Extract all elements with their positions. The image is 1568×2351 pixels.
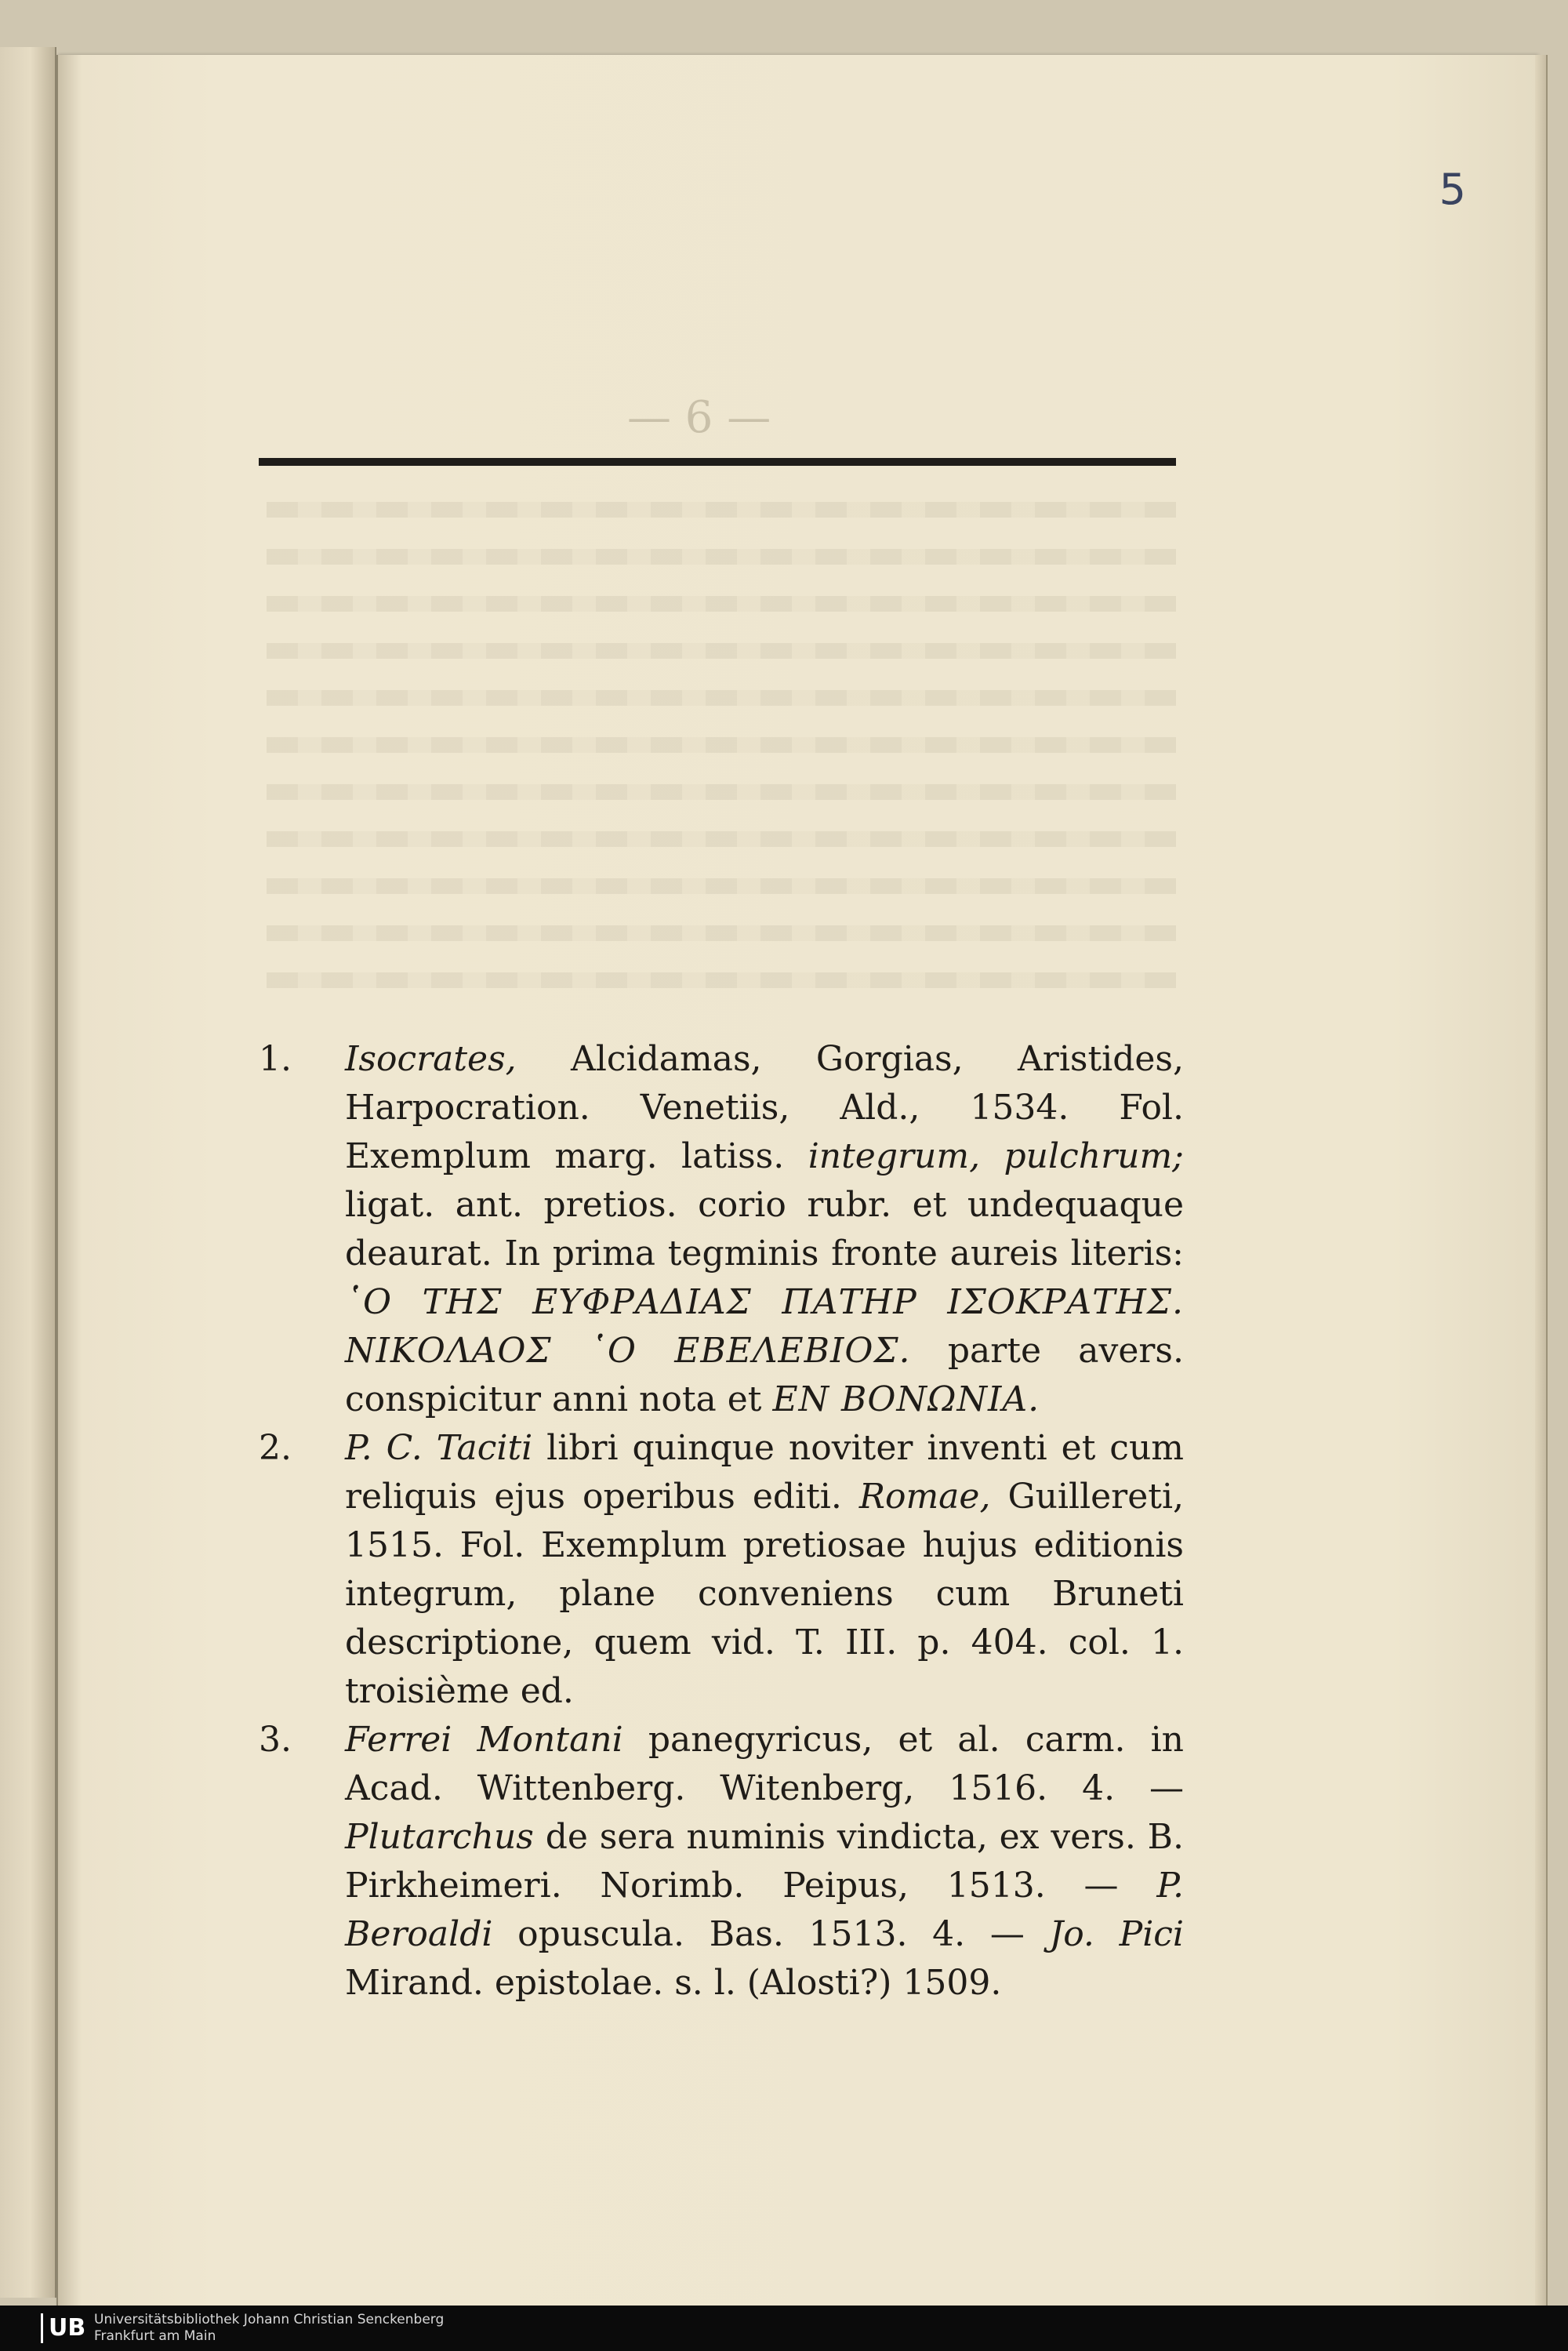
- entry-number: 2.: [259, 1428, 292, 1468]
- entry-text: Guillereti, 1515. Fol. Exemplum pretiosae hujus editionis integrum, plane conveniens cum Bruneti descriptione, quem vid. T. III. p. 404. col. 1. troisième ed.: [345, 1477, 1184, 1711]
- catalog-entry-3: [259, 1716, 1184, 2008]
- library-location: Frankfurt am Main: [94, 2328, 216, 2344]
- entry-text: ligat. ant. pretios. corio rubr. et undequaque deaurat. In prima tegminis fronte aureis literis:: [345, 1185, 1184, 1274]
- entry-author: P. C. Taciti: [345, 1428, 533, 1468]
- show-through-line: [267, 549, 1176, 565]
- entry-author: Plutarchus: [345, 1817, 534, 1857]
- entry-text: Alcidamas, Gorgias, Aristides, Harpocration. Venetiis, Ald., 1534. Fol. Exemplum marg. latiss.: [345, 1039, 1184, 1176]
- folio-number: 5: [1439, 165, 1466, 214]
- show-through-line: [267, 972, 1176, 988]
- entry-emphasis: integrum, pulchrum;: [808, 1136, 1184, 1176]
- show-through-line: [267, 502, 1176, 518]
- entry-emphasis: Romae,: [858, 1477, 991, 1517]
- library-logo: UB: [11, 2312, 83, 2345]
- show-through-line: [267, 643, 1176, 659]
- catalog-entry-2: [259, 1424, 1184, 1716]
- show-through-line: [267, 690, 1176, 706]
- entry-author: Ferrei Montani: [345, 1720, 623, 1760]
- entry-author: Isocrates,: [345, 1039, 517, 1079]
- entry-text: parte avers. conspicitur anni nota et: [345, 1331, 1184, 1419]
- show-through-line: [267, 784, 1176, 800]
- show-through-line: [267, 831, 1176, 847]
- show-through-line: [267, 596, 1176, 612]
- entry-text: libri quinque noviter inventi et cum reliquis ejus operibus editi.: [345, 1428, 1184, 1517]
- greek-inscription: ῾Ο ΤΗΣ ΕΥΦΡΑΔΙΑΣ ΠΑΤΗΡ ΙΣΟΚΡΑΤΗΣ. ΝΙΚΟΛΑΟΣ ῾Ο ΕΒΕΛΕΒΙΟΣ.: [345, 1282, 1184, 1371]
- entry-number: 3.: [259, 1720, 292, 1760]
- show-through-number: — 6 —: [627, 392, 771, 443]
- show-through-line: [267, 925, 1176, 941]
- header-rule: [259, 458, 1176, 466]
- library-credit: [94, 2312, 444, 2345]
- library-name: Universitätsbibliothek Johann Christian Senckenberg: [94, 2312, 445, 2327]
- entry-text: panegyricus, et al. carm. in Acad. Wittenberg. Witenberg, 1516. 4. —: [345, 1720, 1185, 1808]
- left-page-edge: [0, 47, 56, 2298]
- entry-text: opuscula. Bas. 1513. 4. —: [492, 1914, 1050, 1954]
- show-through-line: [267, 737, 1176, 753]
- greek-inscription: ΕΝ ΒΟΝΩΝΙΑ.: [772, 1379, 1040, 1419]
- entry-text: de sera numinis vindicta, ex vers. B. Pirkheimeri. Norimb. Peipus, 1513. —: [345, 1817, 1184, 1906]
- entry-text: Mirand. epistolae. s. l. (Alosti?) 1509.: [345, 1963, 1002, 2003]
- show-through-line: [267, 878, 1176, 894]
- entry-author: P. Beroaldi: [345, 1866, 1184, 1954]
- catalog-entry-1: [259, 1035, 1184, 1424]
- entry-number: 1.: [259, 1039, 292, 1079]
- catalog-entries: [259, 1035, 1184, 2008]
- entry-author: Jo. Pici: [1049, 1914, 1184, 1954]
- library-footer-bar: [0, 2306, 1568, 2351]
